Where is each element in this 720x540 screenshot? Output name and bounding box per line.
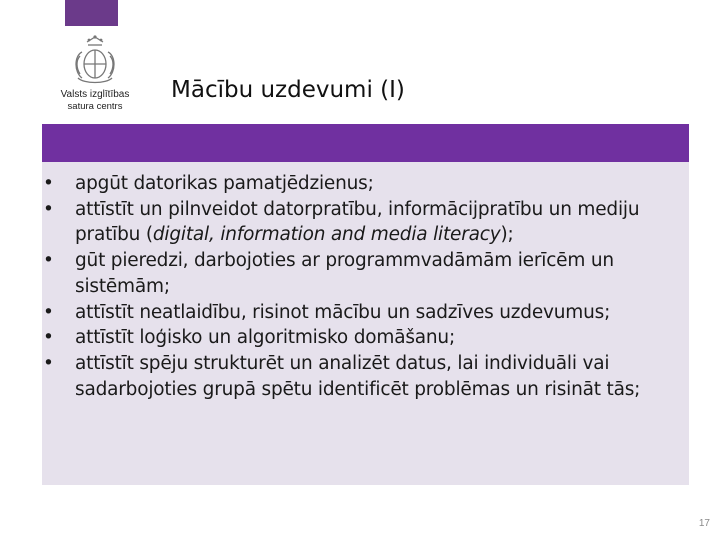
bullet-text: attīstīt un pilnveidot datorpratību, informācijpratību un mediju pratību ( (75, 198, 640, 246)
slide-title: Mācību uzdevumi (I) (171, 77, 405, 103)
bullet-text: apgūt datorikas pamatjēdzienus; (75, 173, 374, 194)
bullet-text: attīstīt loģisko un algoritmisko domāšanu; (75, 327, 455, 349)
list-item (43, 300, 693, 326)
page-number: 17 (698, 518, 710, 529)
vise-logo (50, 34, 140, 116)
bullet-marker: • (43, 327, 54, 349)
list-item (43, 351, 693, 402)
logo-text-line2: satura centrs (67, 101, 123, 112)
list-item (43, 171, 693, 197)
bullet-marker: • (43, 250, 54, 272)
bullet-text: attīstīt spēju strukturēt un analizēt datus, lai individuāli vai sadarbojoties grupā spētu identificēt problēmas un risināt tās; (75, 352, 641, 400)
list-item (43, 325, 693, 351)
coat-of-arms-icon (68, 34, 122, 88)
title-accent-bar (42, 124, 689, 162)
logo-text-line1: Valsts izglītības (60, 89, 130, 100)
bullet-text-suffix: ); (500, 224, 514, 246)
list-item (43, 197, 693, 248)
bullet-marker: • (43, 301, 54, 323)
bullet-text: gūt pieredzi, darbojoties ar programmvadāmām ierīcēm un sistēmām; (75, 250, 614, 297)
header-tab-decoration (65, 0, 118, 26)
bullet-marker: • (43, 173, 54, 194)
bullet-marker: • (43, 198, 54, 220)
bullet-text: attīstīt neatlaidību, risinot mācību un sadzīves uzdevumus; (75, 301, 611, 323)
bullet-marker: • (43, 352, 54, 374)
bullet-text-italic: digital, information and media literacy (152, 224, 501, 246)
bullet-list (43, 171, 693, 402)
list-item (43, 248, 693, 299)
